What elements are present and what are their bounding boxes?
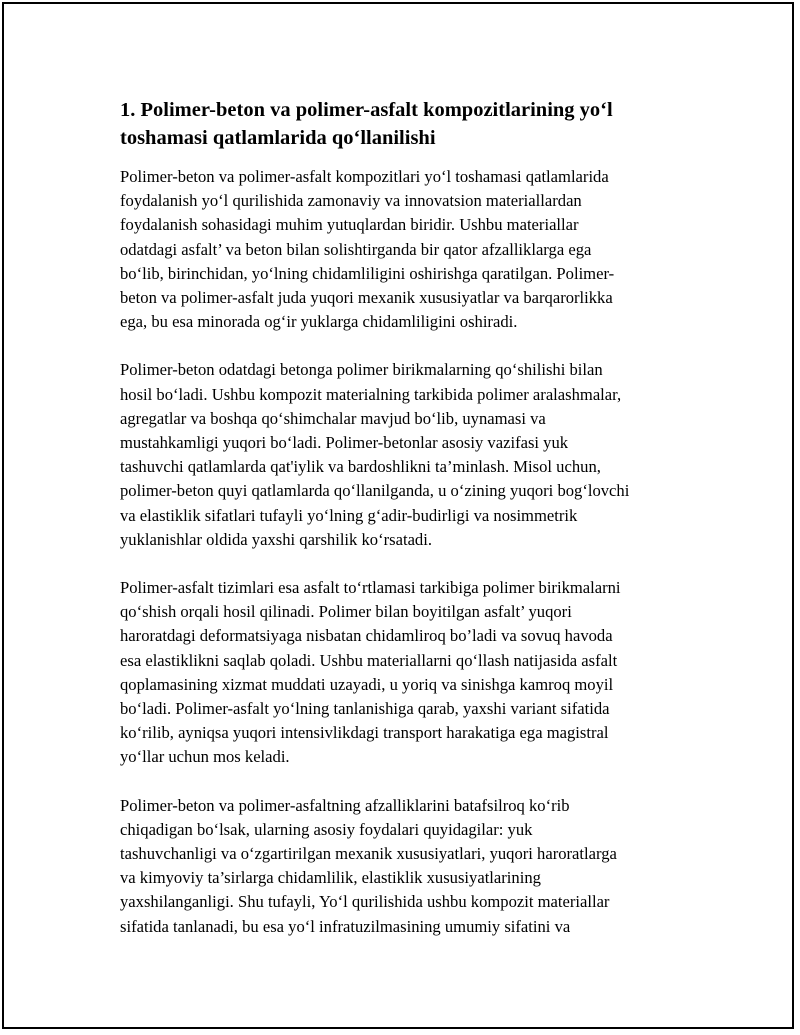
document-page xyxy=(2,2,794,1029)
text-line: yaxshilanganligi. Shu tufayli, Yo‘l qurilishida ushbu kompozit materiallar xyxy=(120,892,610,912)
text-line: Polimer-beton va polimer-asfalt kompozitlari yo‘l toshamasi qatlamlarida xyxy=(120,167,609,186)
paragraph-3 xyxy=(120,576,692,770)
text-line: qoplamasining xizmat muddati uzayadi, u yoriq va sinishga kamroq moyil xyxy=(120,674,614,694)
text-line: esa elastiklikni saqlab qoladi. Ushbu materiallarni qo‘llash natijasida asfalt xyxy=(120,650,618,670)
text-line: ko‘rilib, ayniqsa yuqori intensivlikdagi transport harakatiga ega magistral xyxy=(120,723,609,743)
text-line: qo‘shish orqali hosil qilinadi. Polimer bilan boyitilgan asfalt’ yuqori xyxy=(120,602,572,622)
text-line: bo‘lib, birinchidan, yo‘lning chidamliligini oshirishga qaratilgan. Polimer- xyxy=(120,263,615,283)
section-heading xyxy=(120,96,692,152)
text-line: sifatida tanlanadi, bu esa yo‘l infratuzilmasining umumiy sifatini va xyxy=(120,916,571,936)
heading-line: toshamasi qatlamlarida qo‘llanilishi xyxy=(120,127,436,149)
text-line: haroratdagi deformatsiyaga nisbatan chidamliroq bo’ladi va sovuq havoda xyxy=(120,626,613,646)
paragraph-2 xyxy=(120,358,692,552)
text-line: tashuvchi qatlamlarda qat'iylik va bardoshlikni ta’minlash. Misol uchun, xyxy=(120,457,601,477)
text-line: va kimyoviy ta’sirlarga chidamlilik, elastiklik xususiyatlarining xyxy=(120,868,541,888)
text-line: polimer-beton quyi qatlamlarda qo‘llanilganda, u o‘zining yuqori bog‘lovchi xyxy=(120,481,630,501)
paragraph-4 xyxy=(120,794,692,939)
text-line: hosil bo‘ladi. Ushbu kompozit materialning tarkibida polimer aralashmalar, xyxy=(120,384,622,404)
text-line: Polimer-beton va polimer-asfaltning afzalliklarini batafsilroq ko‘rib xyxy=(120,795,570,815)
heading-line: 1. Polimer-beton va polimer-asfalt kompozitlarining yo‘l xyxy=(120,99,613,121)
text-line: yuklanishlar oldida yaxshi qarshilik ko‘rsatadi. xyxy=(120,529,432,549)
text-line: ega, bu esa minorada og‘ir yuklarga chidamliligini oshiradi. xyxy=(120,312,518,332)
text-line: mustahkamligi yuqori bo‘ladi. Polimer-betonlar asosiy vazifasi yuk xyxy=(120,433,569,453)
text-line: yo‘llar uchun mos keladi. xyxy=(120,747,290,767)
text-line: odatdagi asfalt’ va beton bilan solishtirganda bir qator afzalliklarga ega xyxy=(120,239,592,259)
paragraph-1 xyxy=(120,165,692,334)
text-line: va elastiklik sifatlari tufayli yo‘lning g‘adir-budirligi va nosimmetrik xyxy=(120,505,578,525)
text-line: Polimer-beton odatdagi betonga polimer birikmalarning qo‘shilishi bilan xyxy=(120,360,603,380)
text-line: tashuvchanligi va o‘zgartirilgan mexanik xususiyatlari, yuqori haroratlarga xyxy=(120,844,617,864)
text-line: agregatlar va boshqa qo‘shimchalar mavjud bo‘lib, uynamasi va xyxy=(120,408,546,428)
text-line: bo‘ladi. Polimer-asfalt yo‘lning tanlanishiga qarab, yaxshi variant sifatida xyxy=(120,699,610,719)
text-line: foydalanish sohasidagi muhim yutuqlardan biridir. Ushbu materiallar xyxy=(120,215,579,235)
document-content xyxy=(120,96,692,963)
text-line: chiqadigan bo‘lsak, ularning asosiy foydalari quyidagilar: yuk xyxy=(120,819,533,839)
text-line: Polimer-asfalt tizimlari esa asfalt to‘rtlamasi tarkibiga polimer birikmalarni xyxy=(120,578,621,598)
text-line: foydalanish yo‘l qurilishida zamonaviy va innovatsion materiallardan xyxy=(120,191,582,211)
text-line: beton va polimer-asfalt juda yuqori mexanik xususiyatlar va barqarorlikka xyxy=(120,288,613,308)
